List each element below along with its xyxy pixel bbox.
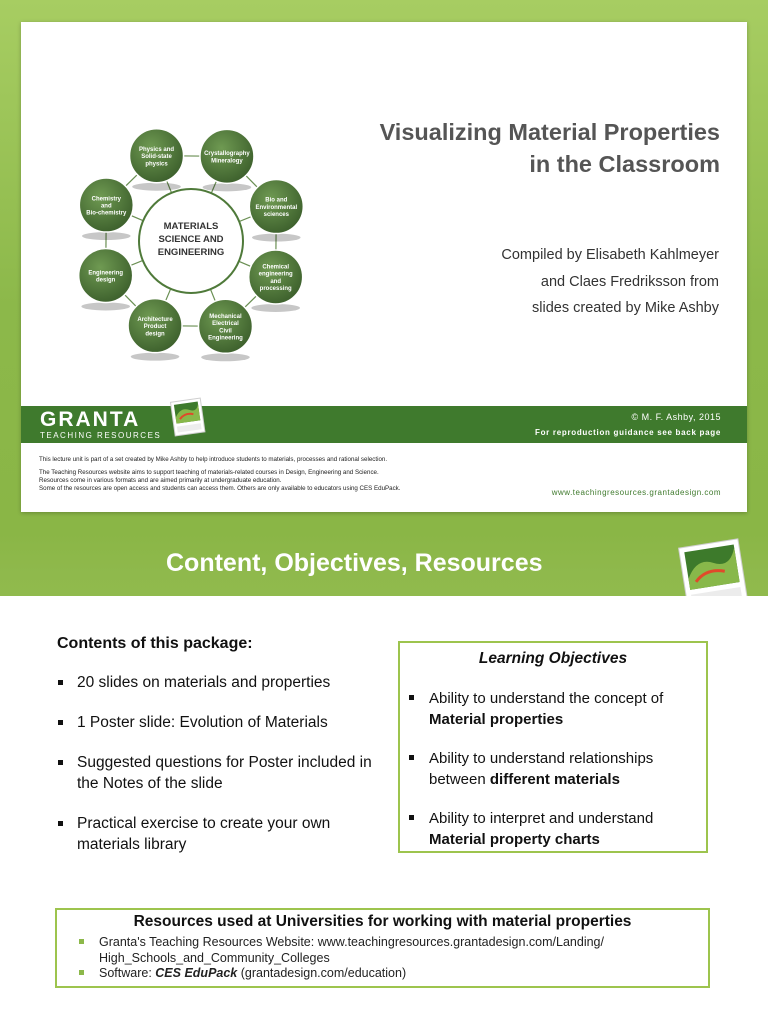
hub-node-label: Solid-state	[141, 154, 172, 161]
brand-band	[21, 406, 747, 443]
objective-text: Ability to interpret and understand	[429, 810, 654, 827]
content-slide	[0, 596, 768, 1024]
reproduction-guidance: For reproduction guidance see back page	[534, 428, 721, 437]
materials-hub-diagram	[71, 117, 311, 367]
list-item	[79, 966, 699, 982]
resource-link[interactable]: Granta's Teaching Resources Website: www.teachingresources.grantadesign.com/Landing/	[99, 935, 604, 949]
hub-node-label: Chemistry	[91, 196, 121, 203]
hub-node-label: design	[145, 331, 165, 338]
credit-line-1: Compiled by Elisabeth Kahlmeyer	[501, 247, 719, 263]
resources-box	[55, 908, 710, 988]
hub-node-label: physics	[145, 161, 168, 168]
contents-list	[57, 672, 377, 874]
resource-link[interactable]: (grantadesign.com/education)	[237, 966, 407, 980]
hub-node-label: Physics and	[139, 146, 175, 153]
laptop-chart-icon	[168, 396, 208, 442]
hub-node-label: Civil	[219, 328, 232, 335]
hub-node-shadow	[203, 183, 252, 191]
slide-title	[380, 116, 720, 180]
hub-center-label: ENGINEERING	[157, 247, 225, 258]
list-item: Practical exercise to create your own materials library	[57, 813, 377, 855]
hub-node-label: Bio and	[265, 197, 288, 204]
hub-node-label: Electrical	[212, 321, 239, 328]
hub-node-label: design	[96, 277, 116, 284]
website-link[interactable]: www.teachingresources.grantadesign.com	[551, 488, 721, 497]
slide-title-line-1: Visualizing Material Properties	[379, 119, 720, 145]
hub-node-shadow	[82, 232, 131, 240]
list-item: 20 slides on materials and properties	[57, 672, 377, 693]
hub-node-label: processing	[259, 286, 292, 293]
hub-node-label: sciences	[263, 212, 289, 219]
hub-node-label: and	[100, 203, 112, 210]
fine-print-2c: Some of the resources are open access and students can access them. Others are only available to educators using CES EduPack.	[39, 485, 401, 492]
list-item	[408, 748, 703, 790]
hub-node-shadow	[81, 302, 130, 310]
resource-link-continued[interactable]: High_Schools_and_Community_Colleges	[99, 950, 330, 965]
resource-label: Software:	[99, 966, 156, 980]
credit-line-2: and Claes Fredriksson from	[540, 273, 719, 290]
credits	[501, 242, 719, 322]
fine-print-1: This lecture unit is part of a set created by Mike Ashby to help introduce students to materials, processes and rational selection.	[39, 456, 388, 463]
fine-print-2b: Resources come in various formats and are aimed primarily at undergraduate education.	[39, 477, 282, 484]
hub-node-label: Environmental	[255, 204, 298, 211]
list-item	[79, 935, 699, 966]
granta-logo: GRANTA	[40, 408, 141, 431]
credit-line-3: slides created by Mike Ashby	[532, 300, 719, 316]
list-item: Suggested questions for Poster included in the Notes of the slide	[57, 752, 377, 794]
objectives-list	[408, 688, 703, 868]
hub-center-label: SCIENCE AND	[158, 234, 224, 245]
objective-emphasis: Material property charts	[429, 831, 600, 848]
objective-text: Ability to understand the concept of	[429, 690, 664, 707]
section-title: Content, Objectives, Resources	[166, 549, 543, 577]
hub-node-label: and	[270, 278, 282, 285]
objective-emphasis: different materials	[489, 771, 620, 788]
hub-node-label: Architecture	[137, 316, 173, 323]
list-item: 1 Poster slide: Evolution of Materials	[57, 712, 377, 733]
fine-print	[39, 456, 519, 493]
fine-print-2a: The Teaching Resources website aims to support teaching of materials-related courses in Design, Engineering and Science.	[39, 469, 379, 476]
title-slide	[21, 22, 747, 512]
copyright-text: © M. F. Ashby, 2015	[631, 412, 721, 422]
contents-heading: Contents of this package:	[57, 635, 253, 652]
objective-text: Ability to understand relationships between	[429, 750, 654, 788]
hub-node-label: engineering	[258, 271, 293, 278]
learning-objectives-box	[398, 641, 708, 853]
hub-node-label: Chemical	[262, 264, 290, 271]
hub-node-shadow	[131, 353, 180, 361]
hub-node-label: Mineralogy	[211, 158, 243, 165]
hub-center-label: MATERIALS	[163, 221, 219, 232]
hub-node-shadow	[201, 353, 250, 361]
learning-objectives-heading: Learning Objectives	[478, 650, 628, 667]
software-name: CES EduPack	[155, 966, 238, 980]
hub-node-shadow	[252, 234, 301, 242]
list-item	[408, 688, 703, 730]
hub-node-label: Mechanical	[209, 313, 242, 320]
objective-emphasis: Material properties	[429, 711, 564, 728]
resources-heading: Resources used at Universities for working with material properties	[133, 913, 632, 930]
slide-title-line-2: in the Classroom	[529, 151, 720, 177]
granta-logo-subtitle: TEACHING RESOURCES	[40, 431, 162, 440]
hub-node-label: Product	[143, 324, 167, 331]
list-item	[408, 808, 703, 850]
resources-list	[79, 935, 699, 982]
hub-node-shadow	[132, 183, 181, 191]
hub-node-label: Engineering	[88, 270, 124, 277]
hub-node-label: Engineering	[208, 335, 243, 342]
hub-node-shadow	[251, 304, 300, 312]
hub-node-label: Crystallography	[204, 151, 250, 158]
hub-node-label: Bio-chemistry	[86, 210, 127, 217]
